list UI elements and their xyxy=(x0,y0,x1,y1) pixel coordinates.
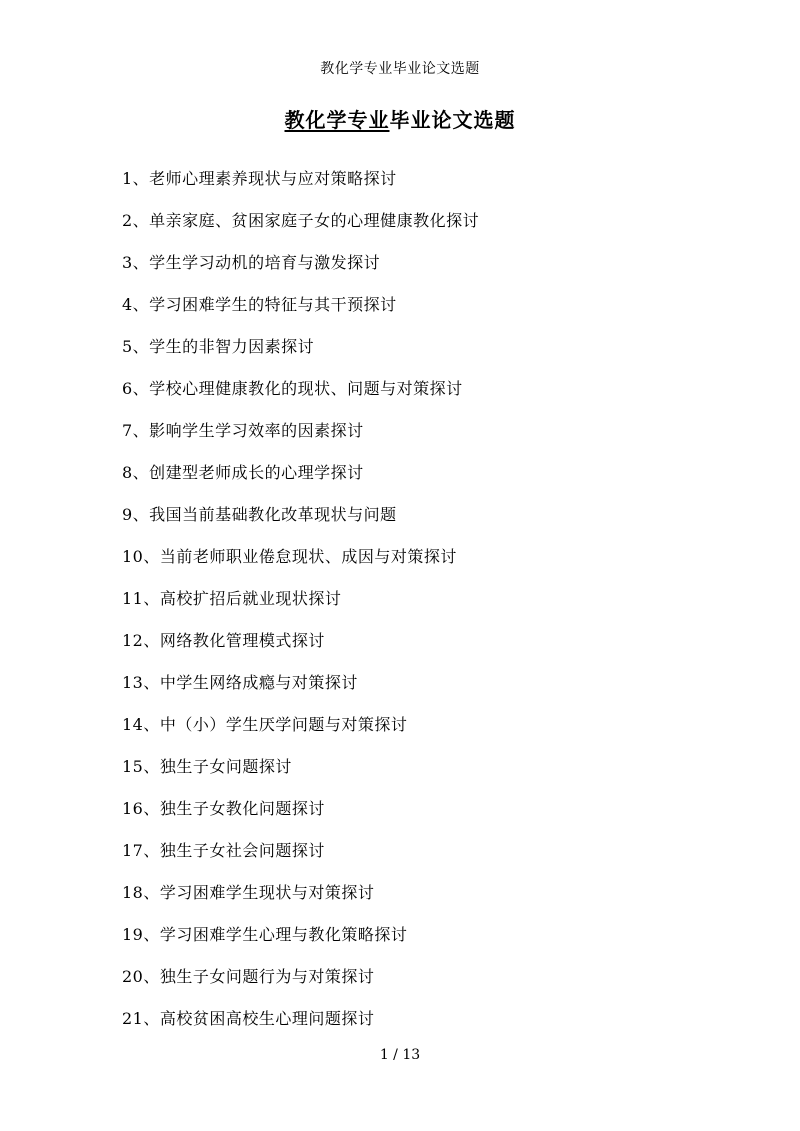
topic-item: 21、高校贫困高校生心理问题探讨 xyxy=(122,1009,375,1028)
topic-item: 6、学校心理健康教化的现状、问题与对策探讨 xyxy=(122,379,463,398)
topic-list xyxy=(122,164,479,1046)
topic-item: 3、学生学习动机的培育与激发探讨 xyxy=(122,253,381,272)
topic-item: 1、老师心理素养现状与应对策略探讨 xyxy=(122,169,397,188)
topic-item: 18、学习困难学生现状与对策探讨 xyxy=(122,883,375,902)
topic-item: 10、当前老师职业倦怠现状、成因与对策探讨 xyxy=(122,547,457,566)
topic-item: 15、独生子女问题探讨 xyxy=(122,757,292,776)
topic-item: 8、创建型老师成长的心理学探讨 xyxy=(122,463,364,482)
topic-item: 5、学生的非智力因素探讨 xyxy=(122,337,315,356)
running-header: 教化学专业毕业论文选题 xyxy=(320,61,480,77)
topic-item: 12、网络教化管理模式探讨 xyxy=(122,631,325,650)
topic-item: 14、中（小）学生厌学问题与对策探讨 xyxy=(122,715,408,734)
title-rest: 毕业论文选题 xyxy=(389,108,516,132)
topic-item: 19、学习困难学生心理与教化策略探讨 xyxy=(122,925,408,944)
topic-item: 17、独生子女社会问题探讨 xyxy=(122,841,325,860)
topic-item: 9、我国当前基础教化改革现状与问题 xyxy=(122,505,397,524)
topic-item: 16、独生子女教化问题探讨 xyxy=(122,799,325,818)
topic-item: 4、学习困难学生的特征与其干预探讨 xyxy=(122,295,397,314)
title-underlined-part: 教化学专业 xyxy=(284,108,390,132)
document-title xyxy=(0,104,800,133)
topic-item: 11、高校扩招后就业现状探讨 xyxy=(122,589,342,608)
topic-item: 7、影响学生学习效率的因素探讨 xyxy=(122,421,364,440)
topic-item: 13、中学生网络成瘾与对策探讨 xyxy=(122,673,358,692)
topic-item: 2、单亲家庭、贫困家庭子女的心理健康教化探讨 xyxy=(122,211,480,230)
page-number: 1 / 13 xyxy=(379,1047,421,1063)
topic-item: 20、独生子女问题行为与对策探讨 xyxy=(122,967,375,986)
